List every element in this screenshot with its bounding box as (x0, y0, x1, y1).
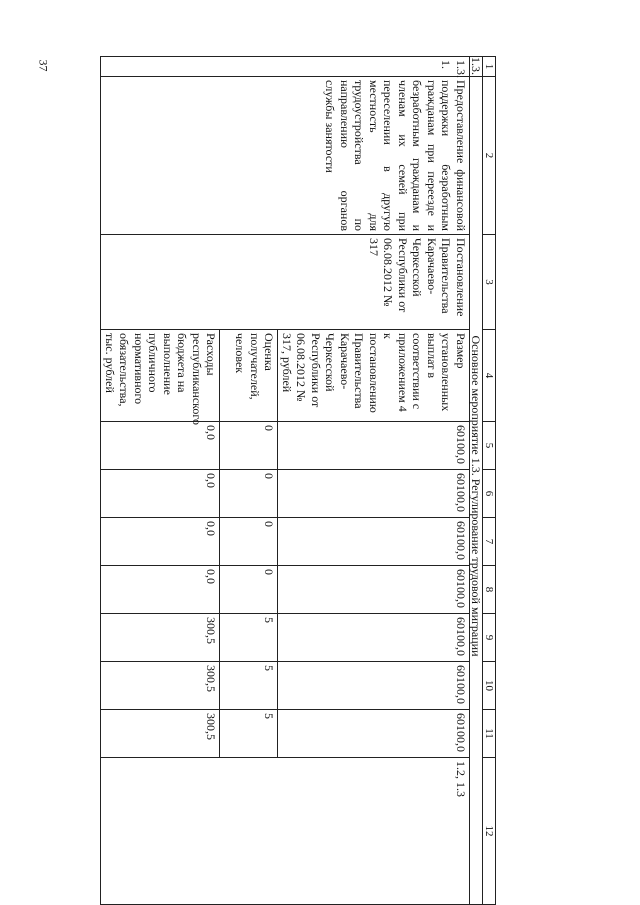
section-code: 1.3. (469, 57, 483, 75)
indicator-name: Расходы республиканского бюджета на выполнение публичного нормативного обязательства, тыс. рублей (101, 330, 220, 422)
section-spacer (470, 77, 483, 235)
indicator-value: 60100,0 (278, 422, 470, 470)
indicator-value: 0,0 (101, 470, 220, 518)
indicator-value: 60100,0 (278, 470, 470, 518)
program-table (101, 56, 497, 905)
section-row (470, 57, 483, 905)
rotated-table-wrapper (103, 56, 496, 854)
indicator-value: 0 (220, 470, 278, 518)
col-num-1: 1 (483, 57, 496, 77)
row-code: 1.3. 1. (101, 57, 470, 77)
col-num-6: 6 (483, 470, 496, 518)
col-num-2: 2 (483, 77, 496, 235)
indicator-row-1 (278, 57, 470, 905)
col-num-3: 3 (483, 235, 496, 330)
indicator-value: 60100,0 (278, 566, 470, 614)
page-number: 37 (36, 59, 51, 72)
col-num-7: 7 (483, 518, 496, 566)
indicator-value: 60100,0 (278, 710, 470, 758)
indicator-value: 5 (220, 662, 278, 710)
col-num-11: 11 (483, 710, 496, 758)
section-title: Основное мероприятие 1.3. Регулирование трудовой миграции (470, 235, 483, 758)
col-num-5: 5 (483, 422, 496, 470)
indicator-value: 0,0 (101, 518, 220, 566)
indicator-value: 60100,0 (278, 662, 470, 710)
indicator-value: 5 (220, 710, 278, 758)
row-basis: Постановление Правительства Карачаево-Черкесской Республики от 06.08.2012 № 317 (101, 235, 470, 330)
section-spacer-end (470, 758, 483, 905)
indicator-value: 5 (220, 614, 278, 662)
indicator-value: 60100,0 (278, 614, 470, 662)
row-description: Предоставление финансовой поддержки безработным гражданам при переезде и безработным гражданам и членам их семей при переселении в другую местность для трудоустройства по направлению органов службы занятости (101, 77, 470, 235)
col-num-8: 8 (483, 566, 496, 614)
col-num-12: 12 (483, 758, 496, 905)
col-num-4: 4 (483, 330, 496, 422)
indicator-value: 0 (220, 422, 278, 470)
indicator-value: 0,0 (101, 422, 220, 470)
indicator-name: Размер установленных выплат в соответствии с приложением 4 к постановлению Правительства Карачаево-Черкесской Республики от 06.08.2012 № 317, рублей (278, 330, 470, 422)
indicator-value: 300,5 (101, 662, 220, 710)
indicator-value: 60100,0 (278, 518, 470, 566)
column-number-row (483, 57, 496, 905)
indicator-value: 0,0 (101, 566, 220, 614)
indicator-value: 0 (220, 566, 278, 614)
indicator-value: 300,5 (101, 614, 220, 662)
indicator-value: 0 (220, 518, 278, 566)
indicator-value: 300,5 (101, 710, 220, 758)
row-target: 1.2, 1.3 (101, 758, 470, 905)
col-num-10: 10 (483, 662, 496, 710)
indicator-name: Оценка получателей, человек (220, 330, 278, 422)
col-num-9: 9 (483, 614, 496, 662)
